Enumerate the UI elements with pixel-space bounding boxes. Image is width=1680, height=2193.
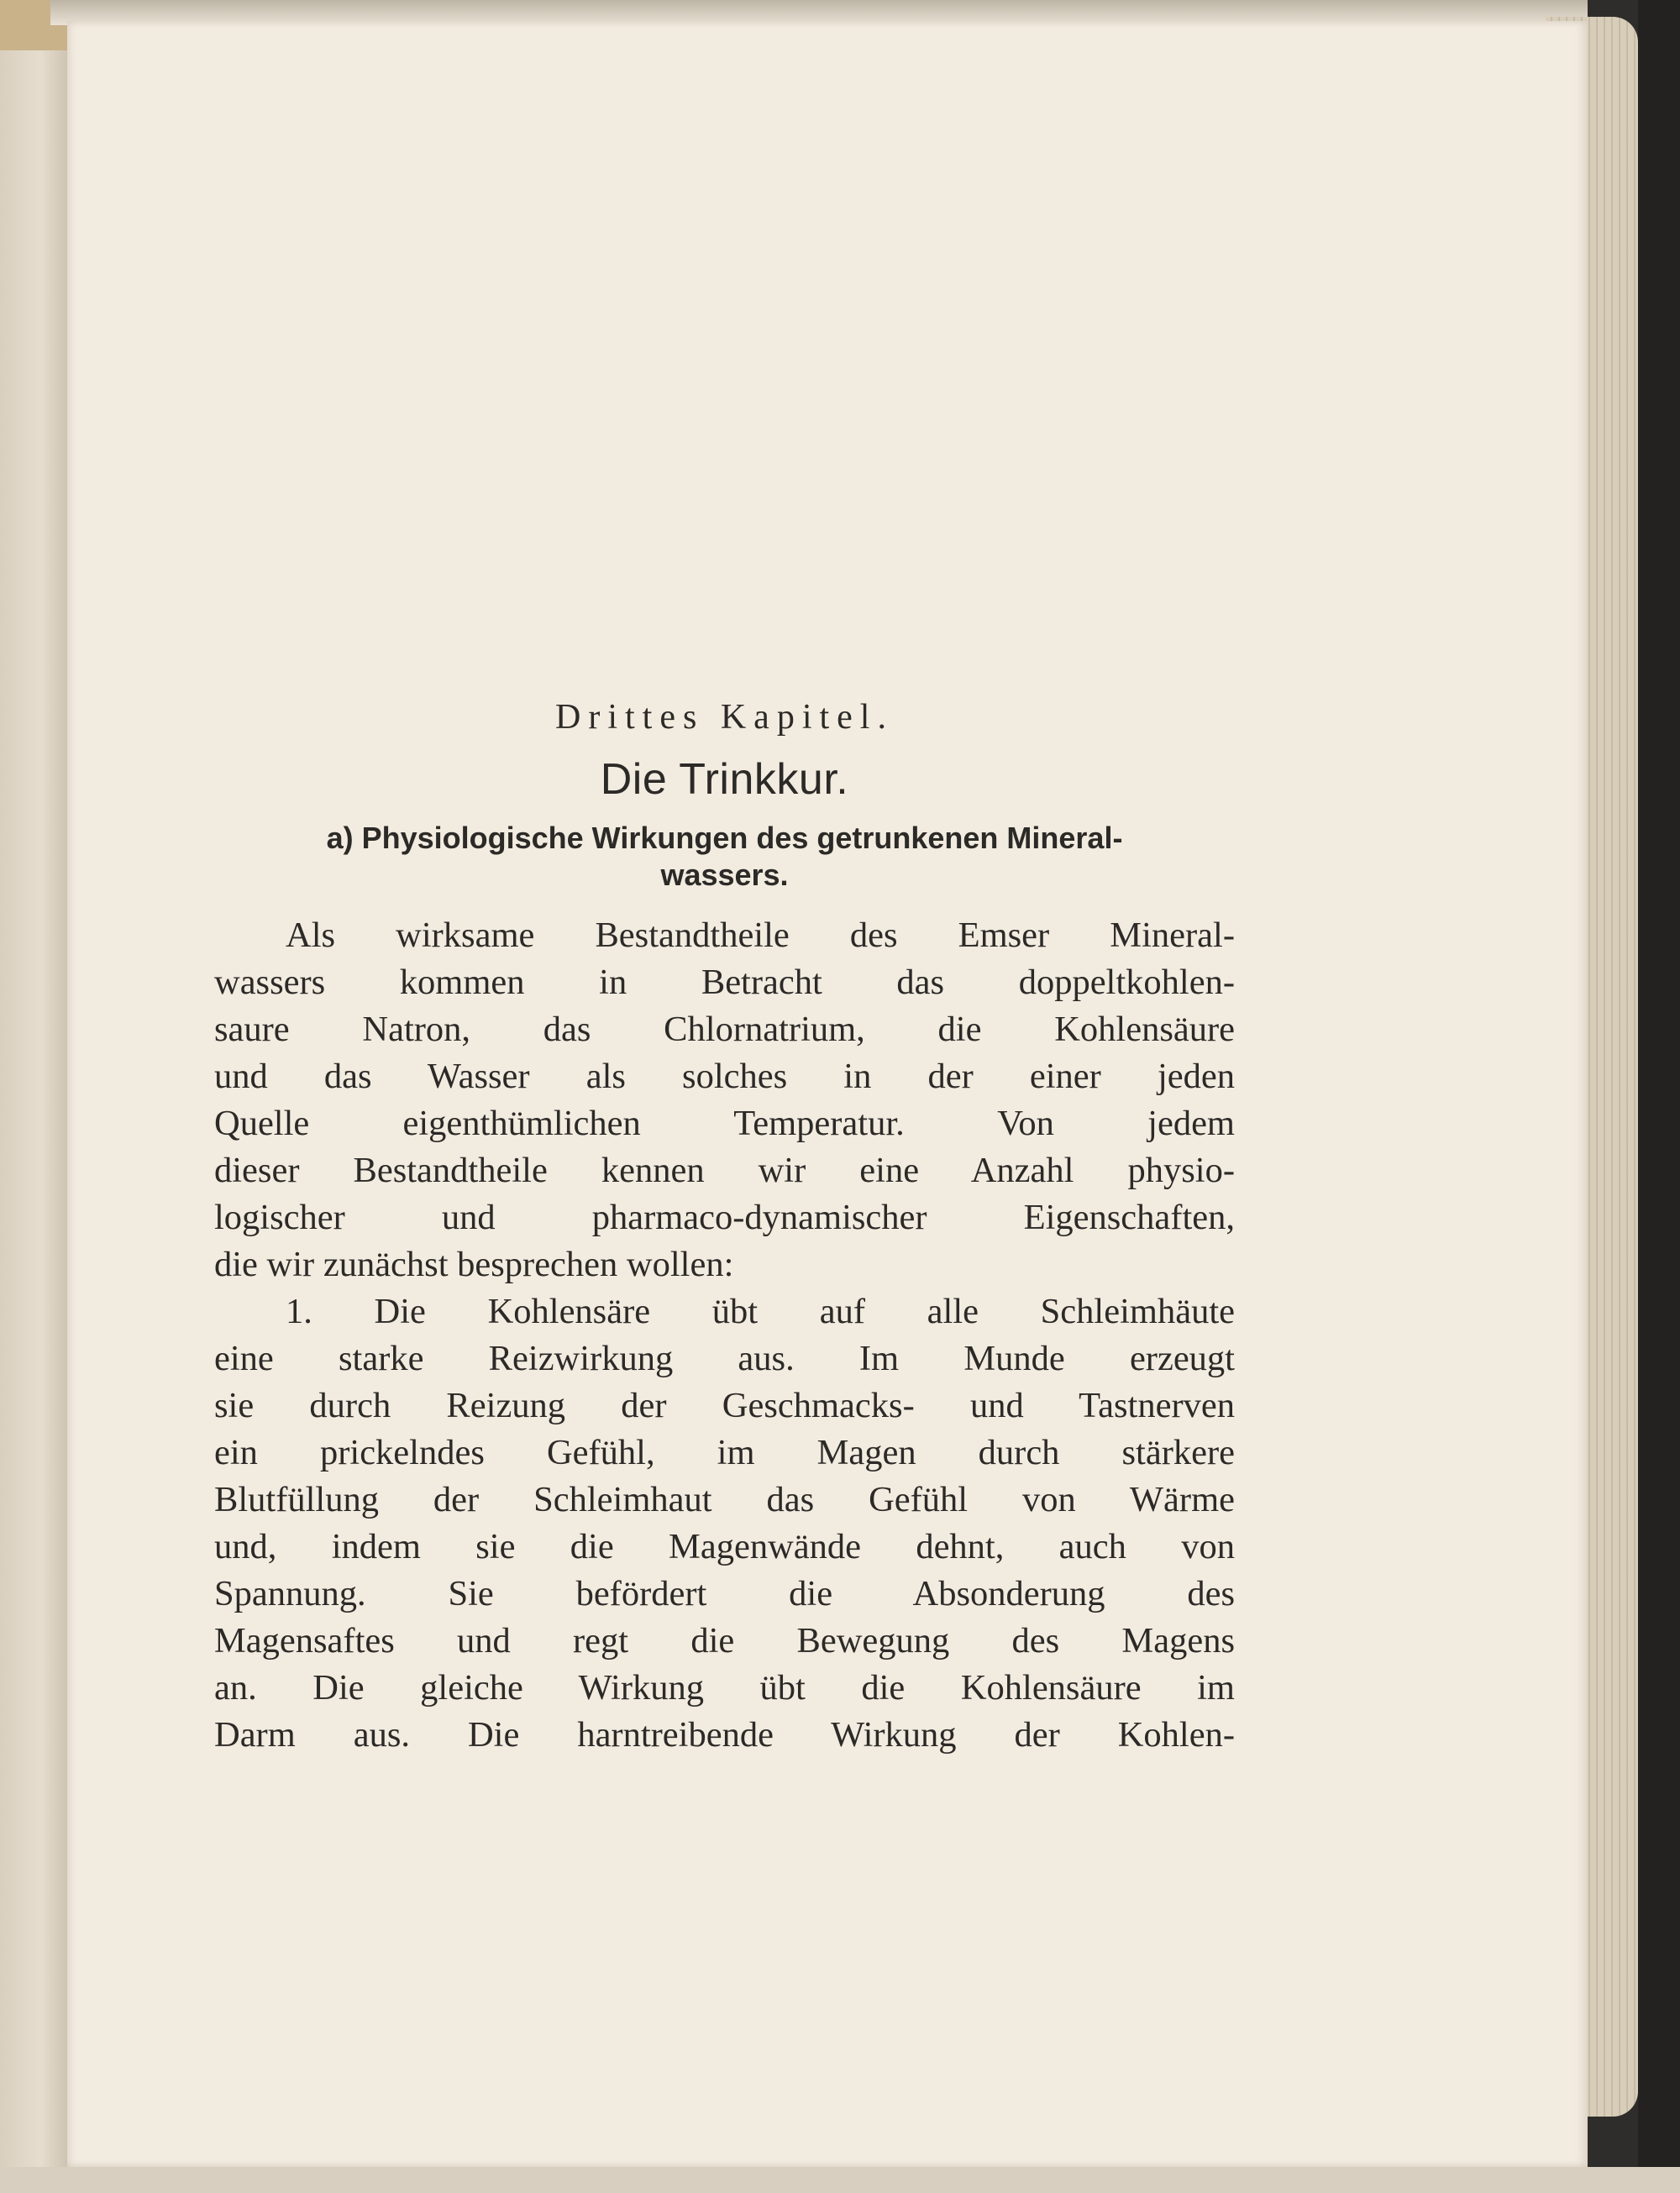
section-heading-line: a) Physiologische Wirkungen des getrunkenen Mineral- [326,821,1123,855]
text-line: Spannung. Sie befördert die Absonderung des [214,1574,1235,1613]
text-line: Quelle eigenthümlichen Temperatur. Von jedem [214,1104,1235,1143]
text-line: logischer und pharmaco-dynamischer Eigenschaften, [214,1198,1235,1237]
text-line: wassers kommen in Betracht das doppeltkohlen- [214,963,1235,1002]
paragraph-kohlensaeure [214,1288,1235,1759]
facing-page-edge [0,34,67,2193]
text-line: sie durch Reizung der Geschmacks- und Tastnerven [214,1386,1235,1425]
text-line: eine starke Reizwirkung aus. Im Munde erzeugt [214,1339,1235,1378]
section-heading [214,820,1235,894]
text-line: 1. Die Kohlensäre übt auf alle Schleimhäute [286,1292,1235,1331]
text-line: ein prickelndes Gefühl, im Magen durch stärkere [214,1433,1235,1472]
text-line: Magensaftes und regt die Bewegung des Magens [214,1621,1235,1660]
text-line: und das Wasser als solches in der einer jeden [214,1057,1235,1096]
text-line: Darm aus. Die harntreibende Wirkung der Kohlen- [214,1715,1235,1755]
text-line: Als wirksame Bestandtheile des Emser Mineral- [286,915,1235,955]
text-line: und, indem sie die Magenwände dehnt, auch von [214,1527,1235,1566]
chapter-number: Drittes Kapitel. [555,698,894,737]
text-line: an. Die gleiche Wirkung übt die Kohlensäure im [214,1668,1235,1708]
paragraph-intro [214,912,1235,1288]
text-line: Blutfüllung der Schleimhaut das Gefühl von Wärme [214,1480,1235,1519]
text-line: die wir zunächst besprechen wollen: [214,1245,734,1284]
background-shadow [1638,0,1680,2193]
chapter-title: Die Trinkkur. [600,755,849,804]
text-line: dieser Bestandtheile kennen wir eine Anzahl physio- [214,1151,1235,1190]
bottom-edge [0,2167,1680,2193]
page-content [214,697,1235,1759]
section-heading-line: wassers. [660,858,789,892]
text-line: saure Natron, das Chlornatrium, die Kohlensäure [214,1010,1235,1049]
